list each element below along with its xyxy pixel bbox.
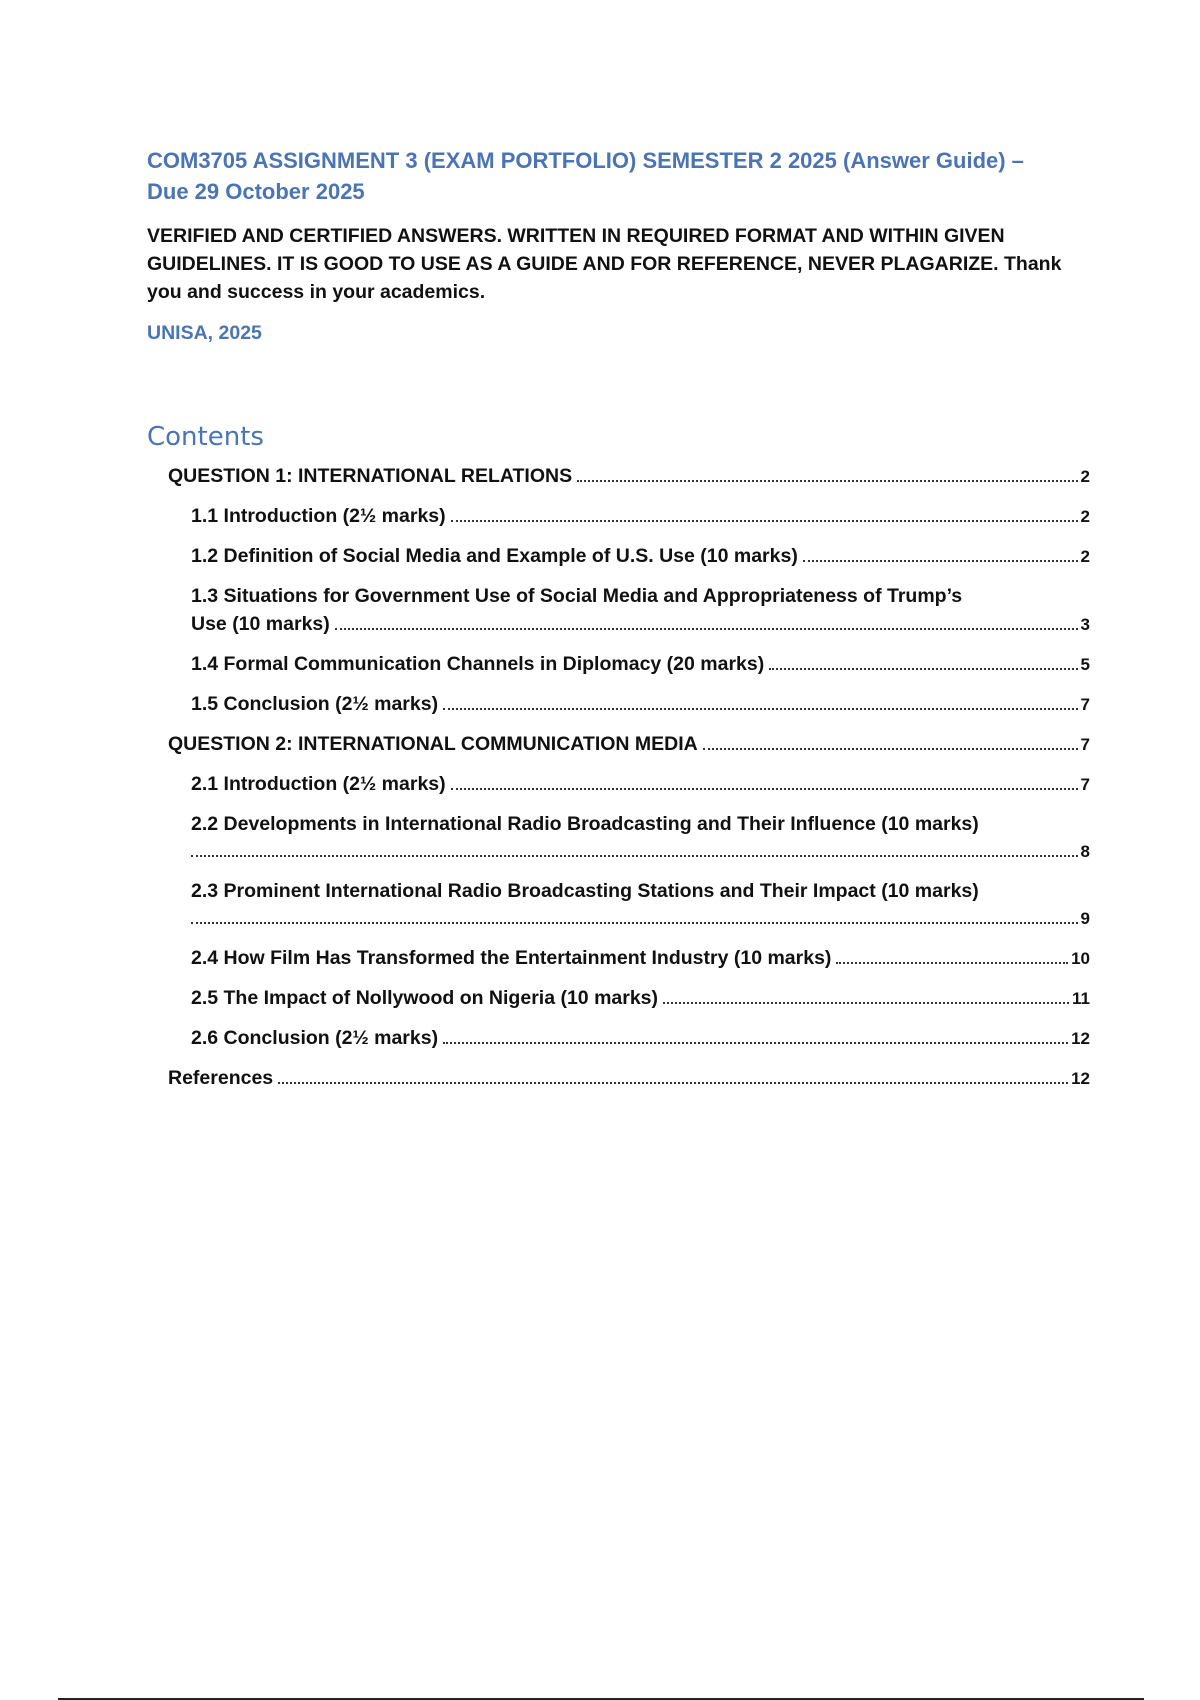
- toc-page-number: 7: [1080, 775, 1090, 794]
- toc-page-number: 8: [1080, 842, 1090, 861]
- toc-entry-2-4[interactable]: [168, 944, 1090, 973]
- toc-entry-2-3[interactable]: [168, 877, 1090, 933]
- toc-entry-line: [191, 877, 1090, 905]
- toc-dot-leader: [443, 708, 1077, 710]
- toc-entry-text: QUESTION 2: INTERNATIONAL COMMUNICATION MEDIA: [168, 733, 698, 755]
- toc-entry-text: 2.5 The Impact of Nollywood on Nigeria (10 marks): [191, 987, 659, 1009]
- toc-dot-leader: [577, 480, 1077, 482]
- toc-entry-text: 2.2 Developments in International Radio Broadcasting and Their Influence (10 marks): [191, 813, 979, 835]
- toc-entry-text: 2.3 Prominent International Radio Broadcasting Stations and Their Impact (10 marks): [191, 880, 979, 902]
- toc-entry-references[interactable]: [168, 1064, 1090, 1093]
- toc-page-number: 2: [1080, 547, 1090, 566]
- toc-entry-question-2[interactable]: [168, 730, 1090, 759]
- table-of-contents: [168, 462, 1090, 1093]
- toc-dot-leader: [443, 1042, 1068, 1044]
- toc-dot-leader: [451, 788, 1078, 790]
- toc-page-number: 12: [1071, 1069, 1090, 1088]
- toc-entry-1-2[interactable]: [168, 542, 1090, 571]
- toc-dot-leader: [451, 520, 1078, 522]
- toc-dot-leader: [769, 668, 1077, 670]
- toc-entry-2-2[interactable]: [168, 810, 1090, 866]
- toc-entry-question-1[interactable]: [168, 462, 1090, 491]
- toc-page-number: 3: [1080, 615, 1090, 634]
- toc-entry-line: [191, 905, 1090, 933]
- toc-entry-text: QUESTION 1: INTERNATIONAL RELATIONS: [168, 465, 573, 487]
- toc-dot-leader: [663, 1002, 1069, 1004]
- toc-entry-2-5[interactable]: [168, 984, 1090, 1013]
- toc-entry-text: 1.1 Introduction (2½ marks): [191, 505, 446, 527]
- document-title: COM3705 ASSIGNMENT 3 (EXAM PORTFOLIO) SEMESTER 2 2025 (Answer Guide) – Due 29 October 2025: [147, 148, 1024, 204]
- toc-entry-text-continued: Use (10 marks): [191, 613, 330, 635]
- document-intro: VERIFIED AND CERTIFIED ANSWERS. WRITTEN IN REQUIRED FORMAT AND WITHIN GIVEN GUIDELINES. IT IS GOOD TO USE AS A GUIDE AND FOR REFERENCE, NEVER PLAGARIZE. Thank you and success in your academics.: [147, 225, 1062, 303]
- toc-entry-text: 2.1 Introduction (2½ marks): [191, 773, 446, 795]
- toc-entry-1-4[interactable]: [168, 650, 1090, 679]
- toc-entry-2-6[interactable]: [168, 1024, 1090, 1053]
- toc-heading: Contents: [147, 422, 264, 452]
- toc-page-number: 2: [1080, 507, 1090, 526]
- toc-page-number: 9: [1080, 909, 1090, 928]
- toc-dot-leader: [335, 628, 1078, 630]
- toc-entry-1-5[interactable]: [168, 690, 1090, 719]
- toc-entry-text: 1.4 Formal Communication Channels in Diplomacy (20 marks): [191, 653, 765, 675]
- toc-page-number: 11: [1072, 989, 1090, 1008]
- toc-entry-text: 2.6 Conclusion (2½ marks): [191, 1027, 439, 1049]
- toc-dot-leader: [191, 855, 1078, 857]
- toc-page-number: 7: [1080, 735, 1090, 754]
- toc-entry-line: [191, 838, 1090, 866]
- toc-entry-text: 1.5 Conclusion (2½ marks): [191, 693, 439, 715]
- toc-entry-text: 2.4 How Film Has Transformed the Entertainment Industry (10 marks): [191, 947, 832, 969]
- toc-page-number: 5: [1080, 655, 1090, 674]
- toc-entry-line: [191, 810, 1090, 838]
- toc-entry-1-3[interactable]: [168, 582, 1090, 639]
- toc-dot-leader: [803, 560, 1078, 562]
- toc-dot-leader: [278, 1082, 1068, 1084]
- toc-entry-line: [191, 582, 1090, 610]
- document-organization: UNISA, 2025: [147, 322, 262, 344]
- toc-dot-leader: [191, 922, 1078, 924]
- toc-dot-leader: [703, 748, 1078, 750]
- toc-page-number: 10: [1071, 949, 1090, 968]
- toc-page-number: 7: [1080, 695, 1090, 714]
- toc-entry-text: 1.2 Definition of Social Media and Example of U.S. Use (10 marks): [191, 545, 798, 567]
- toc-page-number: 12: [1071, 1029, 1090, 1048]
- toc-entry-2-1[interactable]: [168, 770, 1090, 799]
- toc-entry-1-1[interactable]: [168, 502, 1090, 531]
- toc-entry-line: [191, 610, 1090, 639]
- toc-page-number: 2: [1080, 467, 1090, 486]
- toc-dot-leader: [836, 962, 1068, 964]
- toc-entry-text: 1.3 Situations for Government Use of Social Media and Appropriateness of Trump’s: [191, 585, 963, 607]
- toc-entry-text: References: [168, 1067, 274, 1089]
